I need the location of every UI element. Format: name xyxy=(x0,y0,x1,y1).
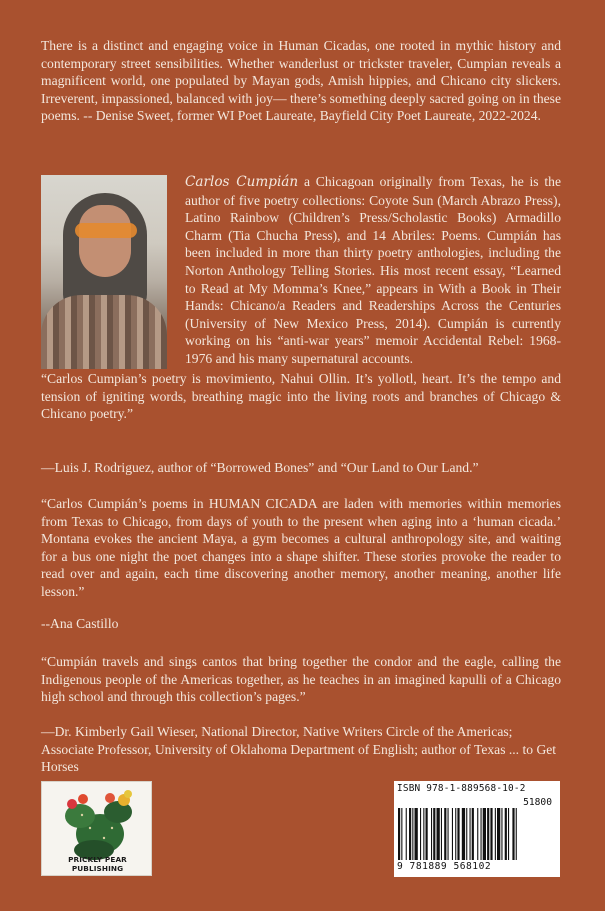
price-code: 51800 xyxy=(523,797,552,808)
author-photo xyxy=(41,175,167,369)
author-photo-glasses xyxy=(75,223,137,238)
publisher-name: PRICKLY PEAR PUBLISHING xyxy=(68,855,127,873)
isbn-barcode xyxy=(394,781,560,877)
quote-wieser: “Cumpián travels and sings cantos that bring together the condor and the eagle, calling the Indigenous people of the Americas together, as he teaches in an imagined kapulli of a Chicago high school and through this collection’s pages.” xyxy=(41,654,561,705)
quote-castillo: “Carlos Cumpián’s poems in HUMAN CICADA are laden with memories within memories from Texas to Chicago, from days of youth to the present when aging into a ‘human cicada.’ Montana evokes the ancient Maya, a gym becomes a cultural anthropology site, and waiting for a bus one night the poet changes into a shape shifter. These stories provoke the reader to read over and again, each time discovering another memory, another meaning, another life lesson.” xyxy=(41,496,561,599)
quote-rodriguez: “Carlos Cumpian’s poetry is movimiento, Nahui Ollin. It’s yollotl, heart. It’s the tempo and tension of igniting words, breathing magic into the living roots and branches of Chicago & Chicano poetry.” xyxy=(41,371,561,422)
author-bio xyxy=(185,173,561,368)
author-signature: Carlos Cumpián xyxy=(185,174,299,190)
praise-denise-sweet: There is a distinct and engaging voice in Human Cicadas, one rooted in mythic history and contemporary street sensibilities. Whether wanderlust or trickster traveler, Cumpian reveals a magnificent world, one populated by Mayan gods, Amish hippies, and Chicano city slickers. Irreverent, impassioned, balanced with joy— there’s something deeply sacred going on in these poems. -- Denise Sweet, former WI Poet Laureate, Bayfield City Poet Laureate, 2022-2024. xyxy=(41,38,561,124)
author-bio-text: a Chicagoan originally from Texas, he is the author of five poetry collections: Coyote Sun (March Abrazo Press), Latino Rainbow (Children’s Press/Scholastic Books) Armadillo Charm (Tia Chucha Press), and 14 Abriles: Poems. Cumpián has been included in more than thirty poetry anthologies, including the Norton Anthology Telling Stories. His most recent essay, “Learned to Read at My Momma’s Knee,” appears in With a Book in Their Hands: Chicano/a Readers and Readerships Across the Centuries (University of New Mexico Press, 2014). Cumpián is currently working on his “anti-war years” memoir Accidental Rebel: 1968-1976 and his many supernatural accounts. xyxy=(185,174,561,366)
isbn-number: ISBN 978-1-889568-10-2 xyxy=(397,783,526,794)
barcode-bars xyxy=(398,808,556,860)
quote-wieser-attribution: —Dr. Kimberly Gail Wieser, National Director, Native Writers Circle of the Americas; Associate Professor, University of Oklahoma Department of English; author of Texas ... to Get Horses xyxy=(41,724,557,775)
author-photo-face xyxy=(79,205,131,277)
cactus-icon xyxy=(42,782,153,864)
quote-castillo-attribution: --Ana Castillo xyxy=(41,616,119,631)
quote-rodriguez-attribution: —Luis J. Rodriguez, author of “Borrowed Bones” and “Our Land to Our Land.” xyxy=(41,460,479,475)
barcode-digits: 9 781889 568102 xyxy=(397,861,492,872)
publisher-logo xyxy=(41,781,152,876)
author-photo-shirt xyxy=(41,295,167,369)
